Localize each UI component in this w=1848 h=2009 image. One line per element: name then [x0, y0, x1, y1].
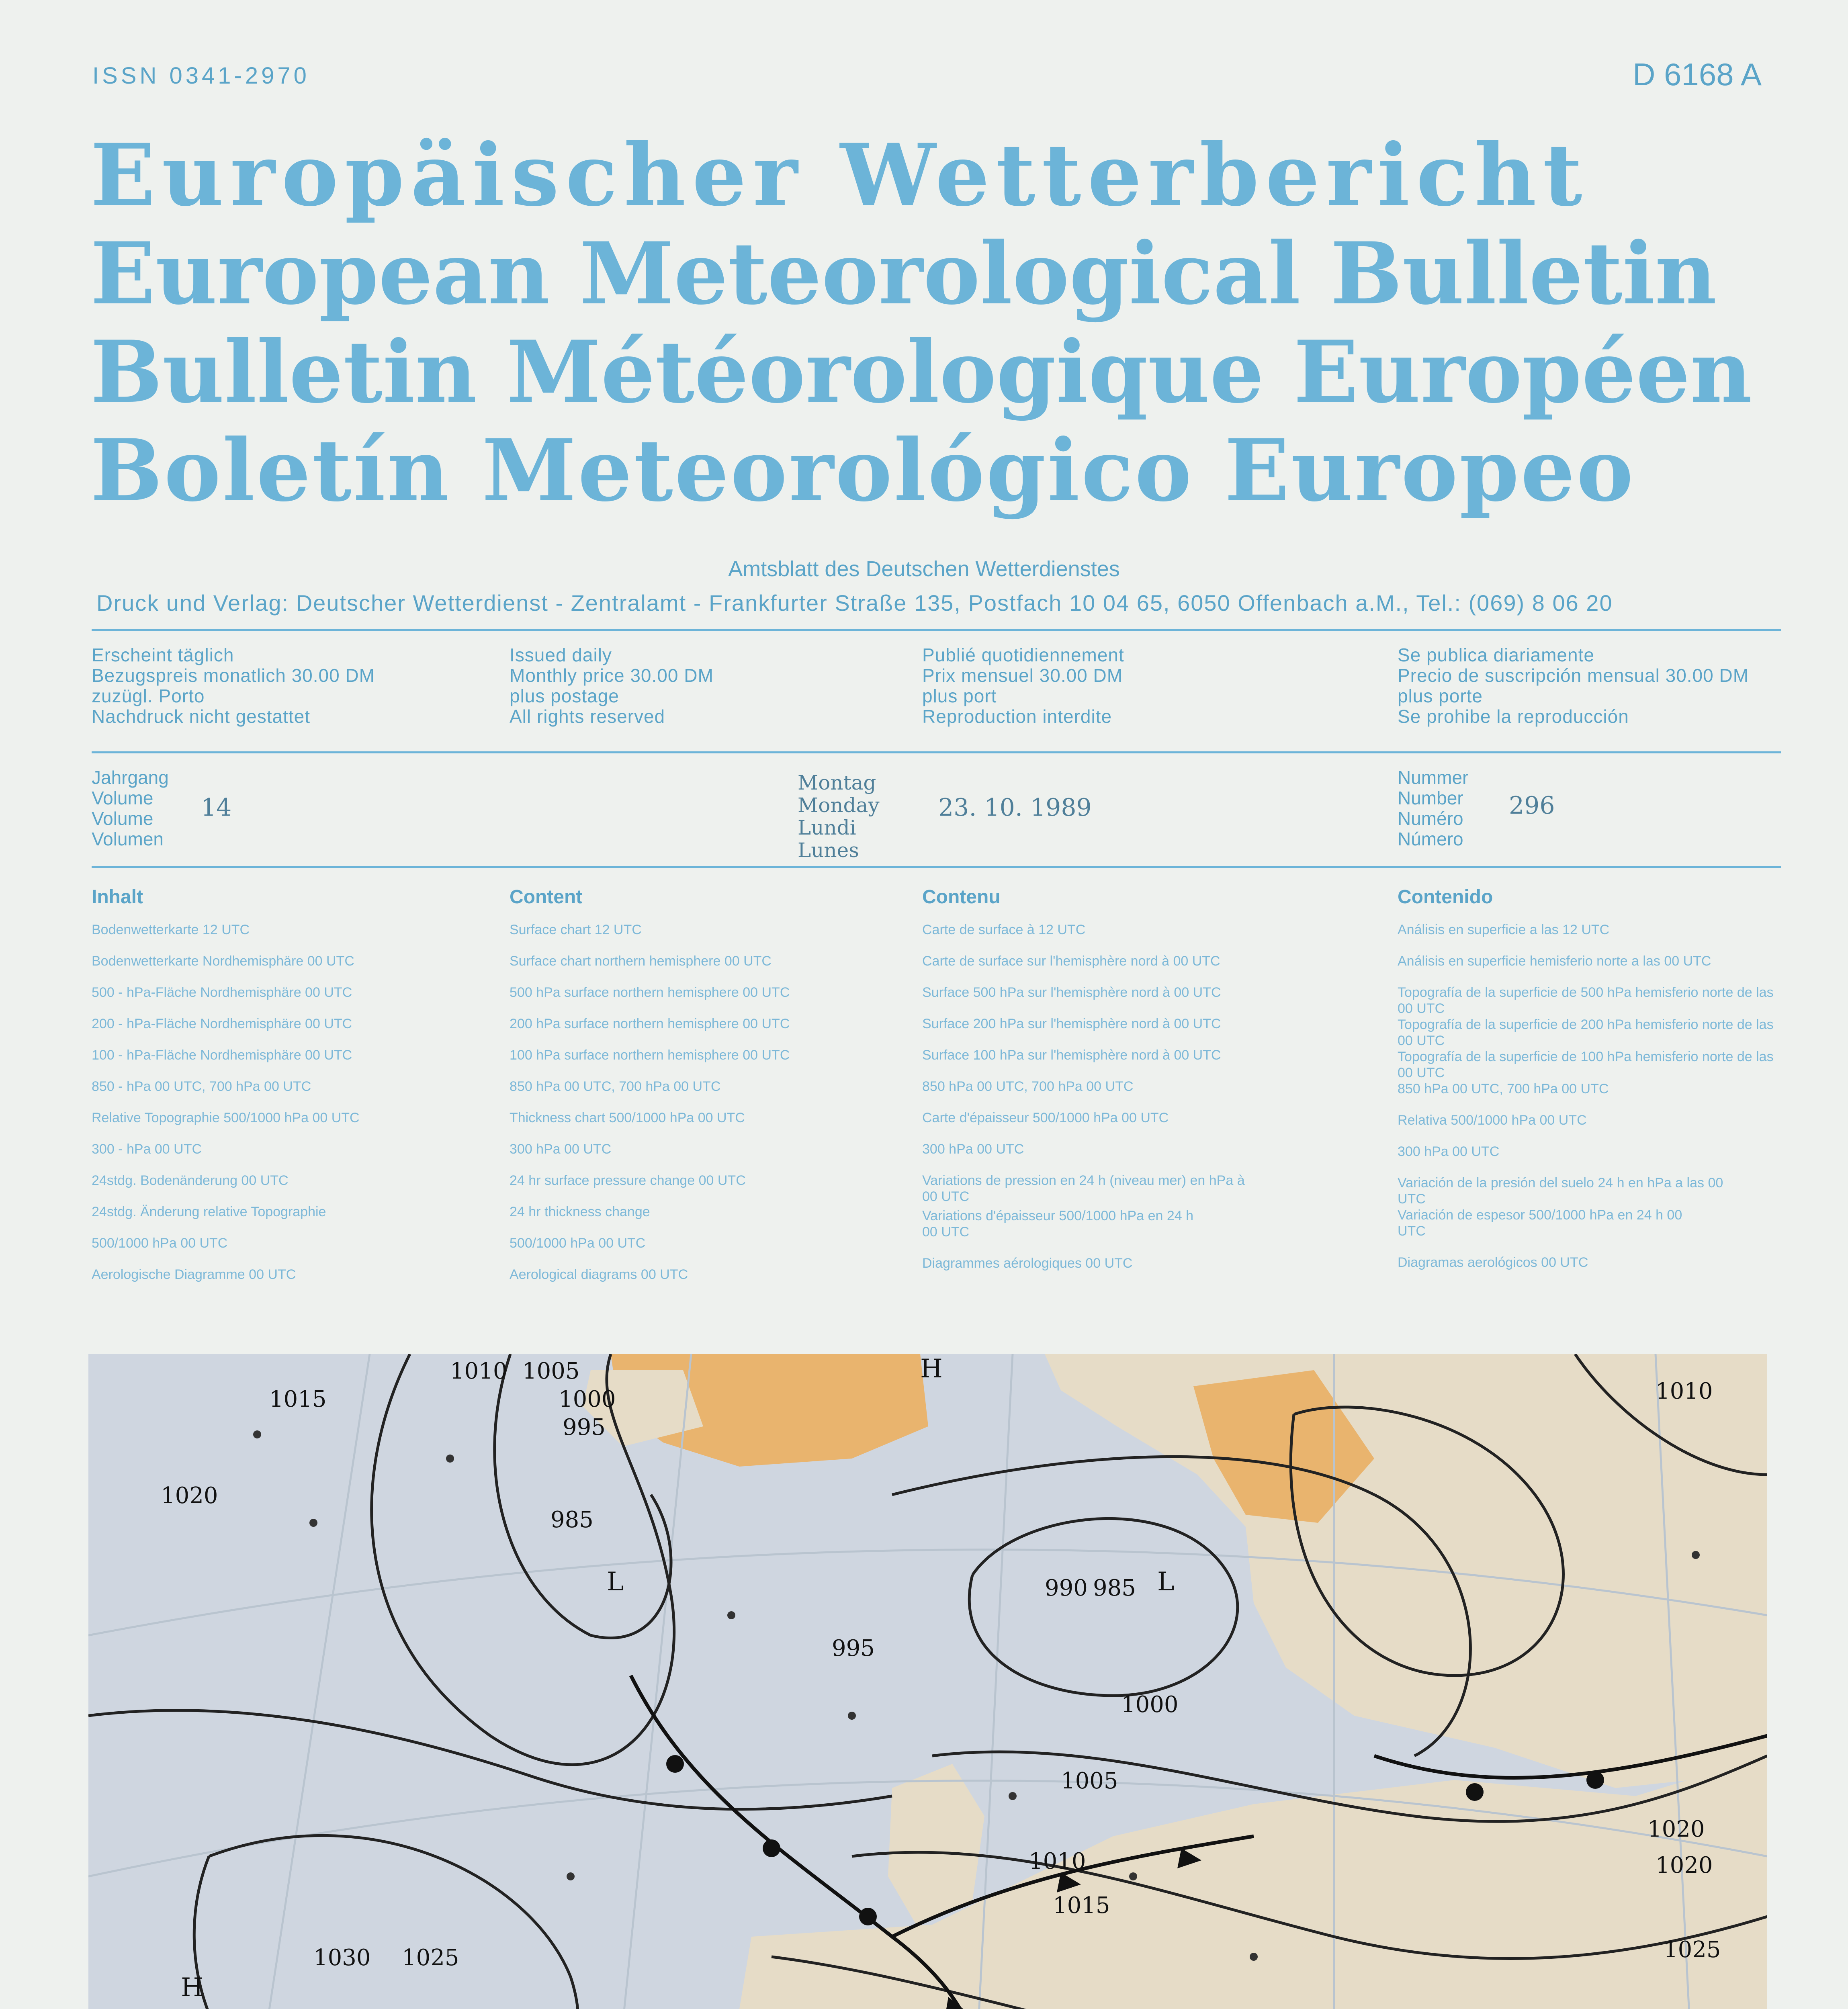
- pressure-center-low: L: [607, 1567, 624, 1597]
- contents-item: Topografía de la superficie de 200 hPa hemisferio norte de las 00 UTC: [1398, 1017, 1774, 1048]
- contents-item: Diagrammes aérologiques 00 UTC: [922, 1256, 1133, 1271]
- issue-number: 296: [1509, 792, 1555, 820]
- isobar-label: 1020: [1647, 1816, 1705, 1842]
- pub-line: Prix mensuel 30.00 DM: [922, 665, 1123, 686]
- contents-item: Aerologische Diagramme 00 UTC: [92, 1267, 296, 1282]
- pub-line: Erscheint täglich: [92, 644, 234, 665]
- contents-item: 500 hPa surface northern hemisphere 00 UTC: [510, 985, 790, 1000]
- publication-es: [1398, 645, 1749, 727]
- pressure-center-high: H: [920, 1354, 943, 1384]
- contents-item: 24stdg. Änderung relative Topographie: [92, 1204, 326, 1219]
- weekday-label: Monday: [798, 794, 880, 817]
- pub-line: plus port: [922, 685, 997, 706]
- isobar-label: 1030: [313, 1945, 371, 1971]
- contents-item: 500/1000 hPa 00 UTC: [510, 1236, 646, 1251]
- contents-item: Surface 100 hPa sur l'hemisphère nord à 00 UTC: [922, 1047, 1221, 1063]
- contents-item: 300 hPa 00 UTC: [1398, 1144, 1500, 1159]
- isobar-label: 1000: [1121, 1692, 1179, 1718]
- number-label: Número: [1398, 829, 1463, 849]
- amtsblatt: Amtsblatt des Deutschen Wetterdienstes: [728, 557, 1120, 581]
- contents-item: 24 hr surface pressure change 00 UTC: [510, 1173, 746, 1188]
- contents-item: Surface 500 hPa sur l'hemisphère nord à 00 UTC: [922, 985, 1221, 1000]
- volume-value: 14: [201, 794, 232, 822]
- contents-item: 24stdg. Bodenänderung 00 UTC: [92, 1173, 289, 1188]
- contents-item: 300 - hPa 00 UTC: [92, 1142, 202, 1157]
- contents-item: Variación de espesor 500/1000 hPa en 24 h 00 UTC: [1398, 1207, 1682, 1239]
- contents-item: Surface chart northern hemisphere 00 UTC: [510, 953, 772, 969]
- contents-item: Variations de pression en 24 h (niveau mer) en hPa à 00 UTC: [922, 1173, 1245, 1204]
- volume-labels: [92, 767, 169, 849]
- contents-item: Bodenwetterkarte Nordhemisphäre 00 UTC: [92, 953, 354, 969]
- contents-item: Análisis en superficie hemisferio norte a las 00 UTC: [1398, 953, 1711, 969]
- pressure-center-low: L: [1157, 1567, 1175, 1597]
- contents-de: [92, 886, 485, 1283]
- isobar-label: 995: [563, 1414, 606, 1440]
- weekday: [798, 771, 880, 861]
- publisher-line: Druck und Verlag: Deutscher Wetterdienst - Zentralamt - Frankfurter Straße 135, Postfach 10 04 65, 6050 Offenbach a.M., Tel.: (069) 8 06 20: [96, 590, 1613, 616]
- title-german: Europäischer Wetterbericht: [90, 125, 1589, 225]
- contents-item: Thickness chart 500/1000 hPa 00 UTC: [510, 1110, 745, 1125]
- divider: [92, 866, 1781, 868]
- contents-item: Análisis en superficie a las 12 UTC: [1398, 922, 1610, 937]
- isobar-label: 1020: [161, 1483, 218, 1509]
- contents-heading: Contenido: [1398, 886, 1493, 908]
- contents-item: 200 - hPa-Fläche Nordhemisphäre 00 UTC: [92, 1016, 352, 1031]
- contents-item: 500 - hPa-Fläche Nordhemisphäre 00 UTC: [92, 985, 352, 1000]
- contents-item: Relativa 500/1000 hPa 00 UTC: [1398, 1113, 1587, 1128]
- isobar-label: 1015: [1053, 1892, 1110, 1919]
- publication-en: [510, 645, 714, 727]
- isobar-label: 985: [1093, 1575, 1136, 1601]
- contents-item: 500/1000 hPa 00 UTC: [92, 1236, 228, 1251]
- contents-item: Surface chart 12 UTC: [510, 922, 642, 937]
- contents-item: Topografía de la superficie de 500 hPa hemisferio norte de las 00 UTC: [1398, 985, 1774, 1016]
- volume-label: Volume: [92, 788, 153, 808]
- isobar-label: 1010: [1029, 1848, 1086, 1874]
- number-labels: [1398, 767, 1468, 849]
- pub-line: Se prohibe la reproducción: [1398, 706, 1629, 727]
- pub-line: Issued daily: [510, 644, 612, 665]
- divider: [92, 629, 1781, 631]
- title-spanish: Boletín Meteorológico Europeo: [90, 420, 1635, 520]
- pub-line: Nachdruck nicht gestattet: [92, 706, 311, 727]
- contents-item: 300 hPa 00 UTC: [922, 1142, 1024, 1157]
- divider: [92, 751, 1781, 753]
- isobar-label: 1015: [269, 1386, 327, 1412]
- isobar-label: 1010: [1656, 1378, 1713, 1404]
- contents-fr: [922, 886, 1372, 1271]
- number-label: Number: [1398, 788, 1463, 808]
- contents-en: [510, 886, 911, 1283]
- pub-line: Se publica diariamente: [1398, 644, 1594, 665]
- map-drawing: [88, 1354, 1767, 2009]
- contents-item: Aerological diagrams 00 UTC: [510, 1267, 688, 1282]
- number-label: Nummer: [1398, 767, 1469, 788]
- isobar-label: 985: [551, 1507, 593, 1533]
- pub-line: Precio de suscripción mensual 30.00 DM: [1398, 665, 1749, 686]
- publication-de: [92, 645, 375, 727]
- issn: ISSN 0341-2970: [92, 63, 310, 89]
- contents-item: Topografía de la superficie de 100 hPa hemisferio norte de las 00 UTC: [1398, 1049, 1774, 1080]
- pub-line: plus porte: [1398, 685, 1483, 706]
- pub-line: zuzügl. Porto: [92, 685, 205, 706]
- contents-item: 100 - hPa-Fläche Nordhemisphäre 00 UTC: [92, 1047, 352, 1063]
- publication-fr: [922, 645, 1124, 727]
- isobar-label: 1020: [1656, 1852, 1713, 1878]
- isobar-label: 1025: [1664, 1937, 1721, 1963]
- title-english: European Meteorological Bulletin: [90, 223, 1717, 323]
- contents-item: Relative Topographie 500/1000 hPa 00 UTC: [92, 1110, 360, 1125]
- pub-line: Monthly price 30.00 DM: [510, 665, 714, 686]
- contents-heading: Content: [510, 886, 583, 908]
- contents-item: Variations d'épaisseur 500/1000 hPa en 24 h 00 UTC: [922, 1208, 1194, 1240]
- weekday-label: Lundi: [798, 816, 856, 839]
- isobar-label: 995: [832, 1635, 875, 1661]
- contents-item: Surface 200 hPa sur l'hemisphère nord à 00 UTC: [922, 1016, 1221, 1031]
- publication-code: D 6168 A: [1633, 57, 1762, 92]
- pub-line: Publié quotidiennement: [922, 644, 1124, 665]
- contents-item: Carte de surface sur l'hemisphère nord à 00 UTC: [922, 953, 1220, 969]
- contents-item: Variación de la presión del suelo 24 h en hPa a las 00 UTC: [1398, 1175, 1723, 1207]
- contents-item: 850 - hPa 00 UTC, 700 hPa 00 UTC: [92, 1079, 311, 1094]
- weekday-label: Montag: [798, 771, 876, 794]
- volume-label: Volume: [92, 808, 153, 829]
- pub-line: plus postage: [510, 685, 619, 706]
- isobar-label: 990: [1045, 1575, 1088, 1601]
- surface-weather-map: [88, 1354, 1767, 2009]
- pub-line: Bezugspreis monatlich 30.00 DM: [92, 665, 375, 686]
- isobar-label: 1010: [450, 1358, 508, 1384]
- contents-es: [1398, 886, 1783, 1270]
- contents-item: 850 hPa 00 UTC, 700 hPa 00 UTC: [922, 1079, 1134, 1094]
- contents-item: Carte d'épaisseur 500/1000 hPa 00 UTC: [922, 1110, 1169, 1125]
- pub-line: Reproduction interdite: [922, 706, 1112, 727]
- contents-item: 24 hr thickness change: [510, 1204, 650, 1219]
- pressure-center-high: H: [181, 1973, 203, 2003]
- volume-label: Jahrgang: [92, 767, 169, 788]
- contents-heading: Contenu: [922, 886, 1001, 908]
- contents-item: 850 hPa 00 UTC, 700 hPa 00 UTC: [1398, 1081, 1609, 1097]
- title-french: Bulletin Météorologique Européen: [90, 322, 1752, 422]
- isobar-label: 1025: [402, 1945, 459, 1971]
- contents-item: Carte de surface à 12 UTC: [922, 922, 1086, 937]
- contents-item: 100 hPa surface northern hemisphere 00 UTC: [510, 1047, 790, 1063]
- issue-date: 23. 10. 1989: [938, 794, 1092, 822]
- contents-item: Bodenwetterkarte 12 UTC: [92, 922, 250, 937]
- isobar-label: 1000: [559, 1386, 616, 1412]
- number-label: Numéro: [1398, 808, 1463, 829]
- pub-line: All rights reserved: [510, 706, 665, 727]
- isobar-label: 1005: [522, 1358, 580, 1384]
- contents-item: 200 hPa surface northern hemisphere 00 UTC: [510, 1016, 790, 1031]
- contents-item: Diagramas aerológicos 00 UTC: [1398, 1255, 1588, 1270]
- contents-item: 850 hPa 00 UTC, 700 hPa 00 UTC: [510, 1079, 721, 1094]
- contents-heading: Inhalt: [92, 886, 143, 908]
- contents-item: 300 hPa 00 UTC: [510, 1142, 612, 1157]
- weekday-label: Lunes: [798, 839, 859, 862]
- isobar-label: 1005: [1061, 1768, 1118, 1794]
- volume-label: Volumen: [92, 829, 164, 849]
